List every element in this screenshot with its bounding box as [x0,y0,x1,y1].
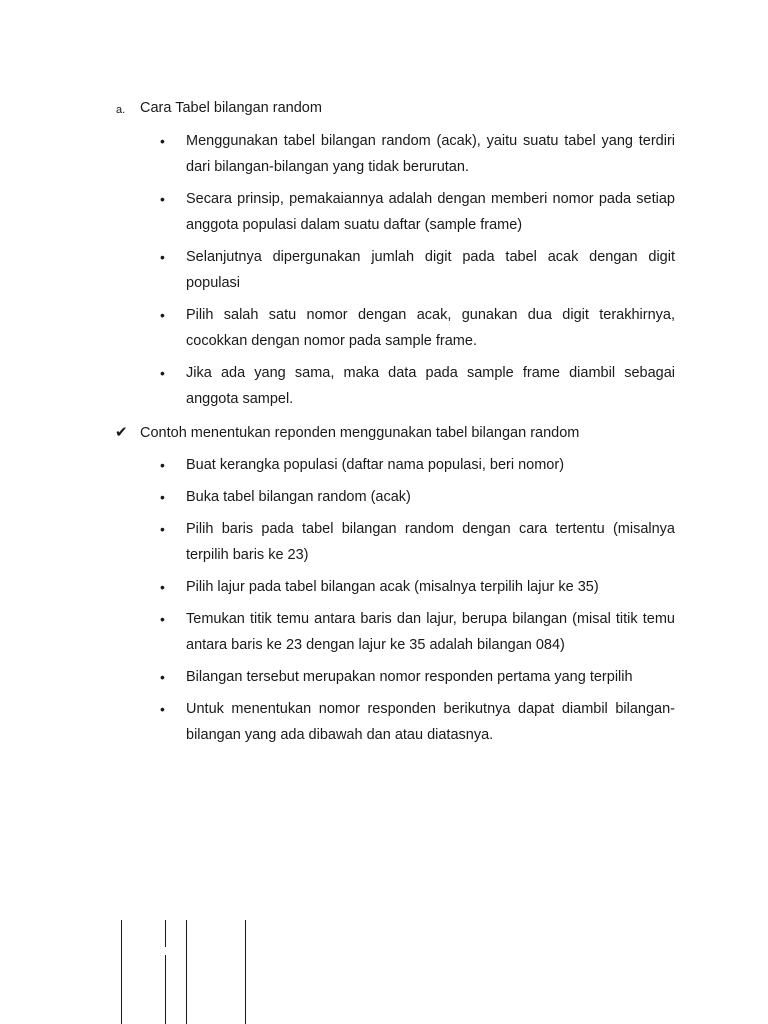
list-item: • Secara prinsip, pemakaiannya adalah dengan memberi nomor pada setiap anggota populasi dalam suatu daftar (sample frame) [158,186,675,238]
bullet-icon: • [160,133,165,149]
bullet-icon: • [160,669,165,685]
section-example-list [158,452,675,754]
list-item: • Buat kerangka populasi (daftar nama populasi, beri nomor) [158,452,675,478]
bullet-icon: • [160,457,165,473]
list-item: • Pilih baris pada tabel bilangan random dengan cara tertentu (misalnya terpilih baris ke 23) [158,516,675,568]
bullet-icon: • [160,191,165,207]
list-item: • Pilih salah satu nomor dengan acak, gunakan dua digit terakhirnya, cocokkan dengan nomor pada sample frame. [158,302,675,354]
list-item: • Untuk menentukan nomor responden berikutnya dapat diambil bilangan-bilangan yang ada dibawah dan atau diatasnya. [158,696,675,748]
bullet-icon: • [160,307,165,323]
section-a-title: Cara Tabel bilangan random [140,100,322,116]
bullet-icon: • [160,701,165,717]
table-border-line [165,920,166,947]
bullet-icon: • [160,365,165,381]
section-example-title: Contoh menentukan reponden menggunakan tabel bilangan random [140,425,580,441]
bullet-icon: • [160,611,165,627]
checkmark-icon: ✔ [115,424,128,441]
list-item: • Menggunakan tabel bilangan random (acak), yaitu suatu tabel yang terdiri dari bilangan-bilangan yang tidak berurutan. [158,128,675,180]
list-item: • Buka tabel bilangan random (acak) [158,484,675,510]
table-border-line [165,955,166,1024]
table-border-line [245,920,246,1024]
bullet-icon: • [160,249,165,265]
bullet-icon: • [160,579,165,595]
list-item: • Bilangan tersebut merupakan nomor responden pertama yang terpilih [158,664,675,690]
table-border-line [186,920,187,1024]
bullet-icon: • [160,521,165,537]
list-item: • Temukan titik temu antara baris dan lajur, berupa bilangan (misal titik temu antara baris ke 23 dengan lajur ke 35 adalah bilangan 084) [158,606,675,658]
section-a-list [158,128,675,418]
bullet-icon: • [160,489,165,505]
section-a-marker: a. [116,104,126,116]
list-item: • Pilih lajur pada tabel bilangan acak (misalnya terpilih lajur ke 35) [158,574,675,600]
list-item: • Jika ada yang sama, maka data pada sample frame diambil sebagai anggota sampel. [158,360,675,412]
list-item: • Selanjutnya dipergunakan jumlah digit pada tabel acak dengan digit populasi [158,244,675,296]
table-border-line [121,920,122,1024]
